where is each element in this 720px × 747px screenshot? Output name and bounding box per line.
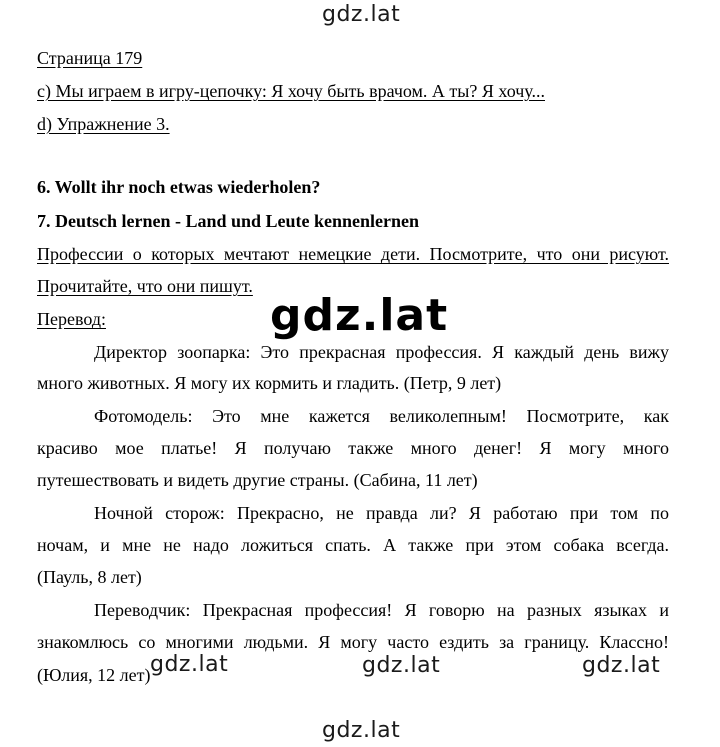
paragraph-4-line-2: знакомлюсь со многими людьми. Я могу часто ездить за границу. Классно! [37, 632, 669, 652]
watermark-top: gdz.lat [322, 2, 401, 27]
paragraph-1-line-2: много животных. Я могу их кормить и гладить. (Петр, 9 лет) [37, 373, 502, 393]
paragraph-3-line-3: (Пауль, 8 лет) [37, 567, 142, 587]
paragraph-3-line-1: Ночной сторож: Прекрасно, не правда ли? Я работаю при том по [94, 503, 669, 523]
paragraph-2-line-2: красиво мое платье! Я получаю также много денег! Я могу много [37, 438, 669, 458]
task-line-1: Профессии о которых мечтают немецкие дети. Посмотрите, что они рисуют. [37, 244, 669, 264]
paragraph-1-line-1: Директор зоопарка: Это прекрасная профессия. Я каждый день вижу [94, 342, 669, 362]
task-line-2: Прочитайте, что они пишут. [37, 276, 253, 296]
watermark-bottom-left: gdz.lat [150, 652, 229, 677]
watermark-bottom-center: gdz.lat [362, 653, 441, 678]
watermark-bottom-right: gdz.lat [582, 653, 661, 678]
paragraph-4-line-1: Переводчик: Прекрасная профессия! Я говорю на разных языках и [94, 600, 669, 620]
heading-7: 7. Deutsch lernen - Land und Leute kennenlernen [37, 211, 420, 231]
watermark-bottom: gdz.lat [322, 718, 401, 743]
translation-label: Перевод: [37, 309, 106, 329]
item-d: d) Упражнение 3. [37, 114, 170, 134]
paragraph-2-line-1: Фотомодель: Это мне кажется великолепным! Посмотрите, как [94, 406, 669, 426]
paragraph-2-line-3: путешествовать и видеть другие страны. (Сабина, 11 лет) [37, 470, 478, 490]
paragraph-3-line-2: ночам, и мне не надо ложиться спать. А также при этом собака всегда. [37, 535, 669, 555]
watermark-center: gdz.lat [270, 290, 449, 341]
paragraph-4-line-3: (Юлия, 12 лет) [37, 665, 151, 685]
heading-6: 6. Wollt ihr noch etwas wiederholen? [37, 177, 321, 197]
page-reference: Страница 179 [37, 48, 143, 68]
item-c: c) Мы играем в игру-цепочку: Я хочу быть врачом. А ты? Я хочу... [37, 81, 545, 101]
